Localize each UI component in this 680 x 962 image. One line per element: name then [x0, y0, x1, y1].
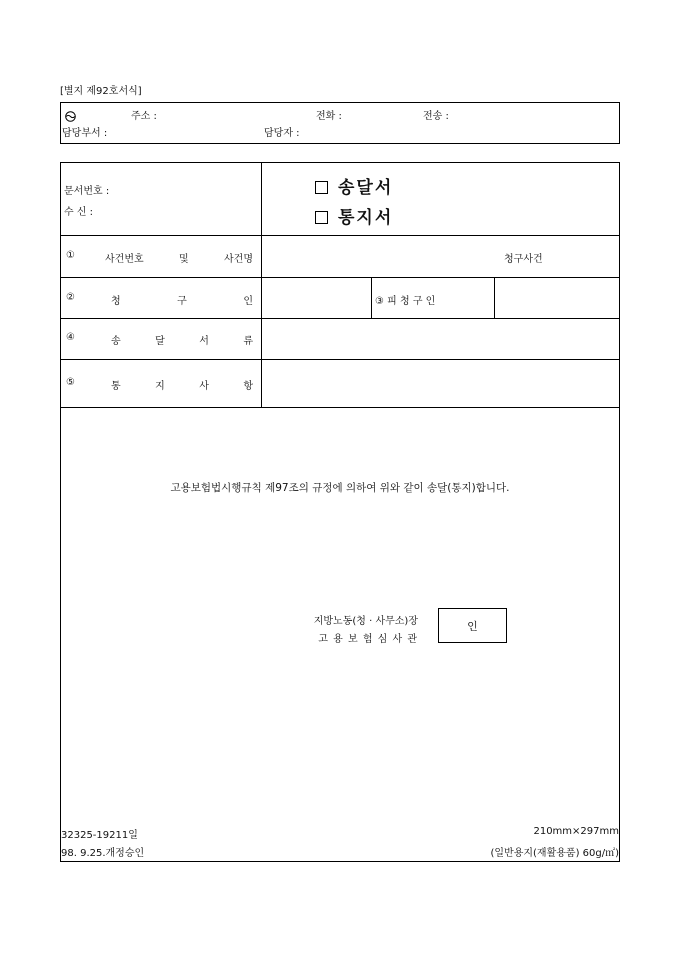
delivery-option[interactable] — [315, 173, 393, 198]
documents-label — [111, 332, 253, 347]
form-label: [별지 제92호서식] — [60, 86, 142, 97]
government-emblem-icon — [65, 107, 76, 118]
notice-items-label-part: 사 — [199, 381, 209, 392]
phone-label: 전화 : — [316, 111, 342, 122]
notice-items-label-part: 통 — [111, 381, 121, 392]
issuer-header — [60, 102, 620, 144]
row-number-2: ② — [66, 292, 75, 303]
row-number-5: ⑤ — [66, 377, 75, 388]
notice-items-label-part: 항 — [243, 381, 253, 392]
recipient-label: 수 신 : — [64, 207, 94, 218]
case-label — [105, 250, 253, 265]
seal-label: 인 — [467, 619, 478, 633]
delivery-checkbox[interactable] — [315, 181, 328, 194]
case-label-part: 사건번호 — [105, 254, 144, 265]
notice-items-label — [111, 377, 253, 392]
documents-label-part: 류 — [243, 336, 253, 347]
notice-checkbox[interactable] — [315, 211, 328, 224]
respondent-label: ③ 피 청 구 인 — [375, 296, 436, 307]
case-label-part: 사건명 — [224, 254, 253, 265]
claimant-label-part: 인 — [243, 296, 253, 307]
address-label: 주소 : — [131, 111, 157, 122]
notice-body-text: 고용보험법시행규칙 제97조의 규정에 의하여 위와 같이 송달(통지)합니다. — [170, 482, 510, 494]
person-in-charge-label: 담당자 : — [264, 128, 300, 139]
case-value: 청구사건 — [504, 254, 543, 265]
notice-items-label-part: 지 — [155, 381, 165, 392]
documents-label-part: 송 — [111, 336, 121, 347]
documents-label-part: 서 — [199, 336, 209, 347]
claimant-label — [111, 292, 253, 307]
fax-label: 전송 : — [423, 111, 449, 122]
doc-number-label: 문서번호 : — [64, 186, 110, 197]
claimant-label-part: 청 — [111, 296, 121, 307]
notice-option-label: 통지서 — [338, 208, 394, 228]
main-form — [60, 162, 620, 862]
approval-date: 98. 9.25.개정승인 — [61, 848, 145, 859]
documents-label-part: 달 — [155, 336, 165, 347]
department-label: 담당부서 : — [62, 128, 108, 139]
notice-option[interactable] — [315, 203, 393, 228]
case-label-part: 및 — [178, 254, 189, 265]
claimant-label-part: 구 — [177, 296, 187, 307]
paper-spec: (일반용지(재활용품) 60g/㎡) — [490, 848, 619, 859]
row-number-1: ① — [66, 250, 75, 261]
paper-size: 210mm×297mm — [533, 826, 619, 837]
official-title: 고 용 보 험 심 사 관 — [318, 634, 418, 645]
seal-box — [438, 608, 507, 643]
office-name: 지방노동(청 · 사무소)장 — [313, 616, 418, 627]
form-code: 32325-19211일 — [61, 830, 138, 841]
delivery-option-label: 송달서 — [338, 178, 394, 198]
row-number-4: ④ — [66, 332, 75, 343]
